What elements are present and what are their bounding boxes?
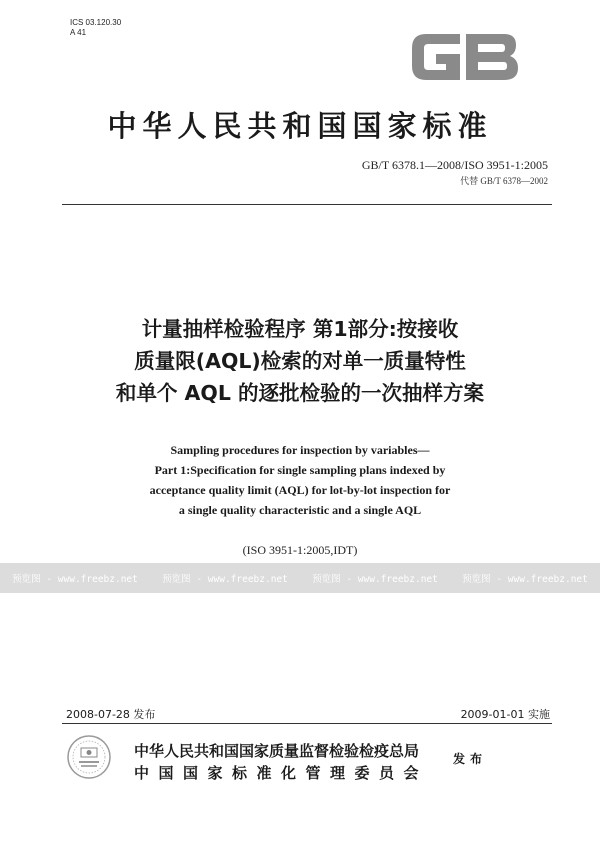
- chinese-title-line: 质量限(AQL)检索的对单一质量特性: [134, 349, 466, 373]
- watermark-banner: [0, 563, 600, 593]
- english-title: [0, 440, 600, 520]
- top-divider: [62, 204, 552, 205]
- classification-codes: [70, 18, 121, 38]
- bottom-divider: [62, 723, 552, 724]
- issue-date: 2008-07-28 发布: [66, 708, 156, 721]
- issuer-sac: 中国国家标准化管理委员会: [134, 764, 429, 782]
- ccs-code: A 41: [70, 28, 87, 37]
- watermark-text: 预览图 - www.freebz.net: [462, 574, 588, 585]
- english-title-line: acceptance quality limit (AQL) for lot-by-lot inspection for: [149, 483, 451, 497]
- implementation-date: 2009-01-01 实施: [460, 708, 550, 721]
- chinese-title-line: 计量抽样检验程序 第1部分:按接收: [141, 317, 459, 341]
- issuer-aqsiq: 中华人民共和国国家质量监督检验检疫总局: [134, 742, 420, 760]
- anti-counterfeit-seal-icon: [66, 734, 112, 780]
- chinese-title: [0, 313, 600, 409]
- chinese-title-line: 和单个 AQL 的逐批检验的一次抽样方案: [115, 381, 485, 405]
- english-title-line: a single quality characteristic and a single AQL: [178, 503, 422, 517]
- watermark-text: 预览图 - www.freebz.net: [312, 574, 438, 585]
- issuing-authorities: [134, 740, 428, 784]
- english-title-line: Part 1:Specification for single sampling plans indexed by: [154, 463, 446, 477]
- standard-type-title: 中华人民共和国国家标准: [107, 109, 493, 143]
- watermark-text: 预览图 - www.freebz.net: [162, 574, 288, 585]
- watermark-text: 预览图 - www.freebz.net: [12, 574, 138, 585]
- gb-logo: [404, 22, 524, 92]
- iso-equivalence: (ISO 3951-1:2005,IDT): [242, 543, 358, 557]
- replaced-standard: 代替 GB/T 6378—2002: [460, 176, 548, 186]
- publish-label: 发布: [453, 752, 488, 766]
- english-title-line: Sampling procedures for inspection by variables—: [170, 443, 430, 457]
- standard-number: GB/T 6378.1—2008/ISO 3951-1:2005: [361, 158, 548, 172]
- ics-code: ICS 03.120.30: [70, 18, 122, 27]
